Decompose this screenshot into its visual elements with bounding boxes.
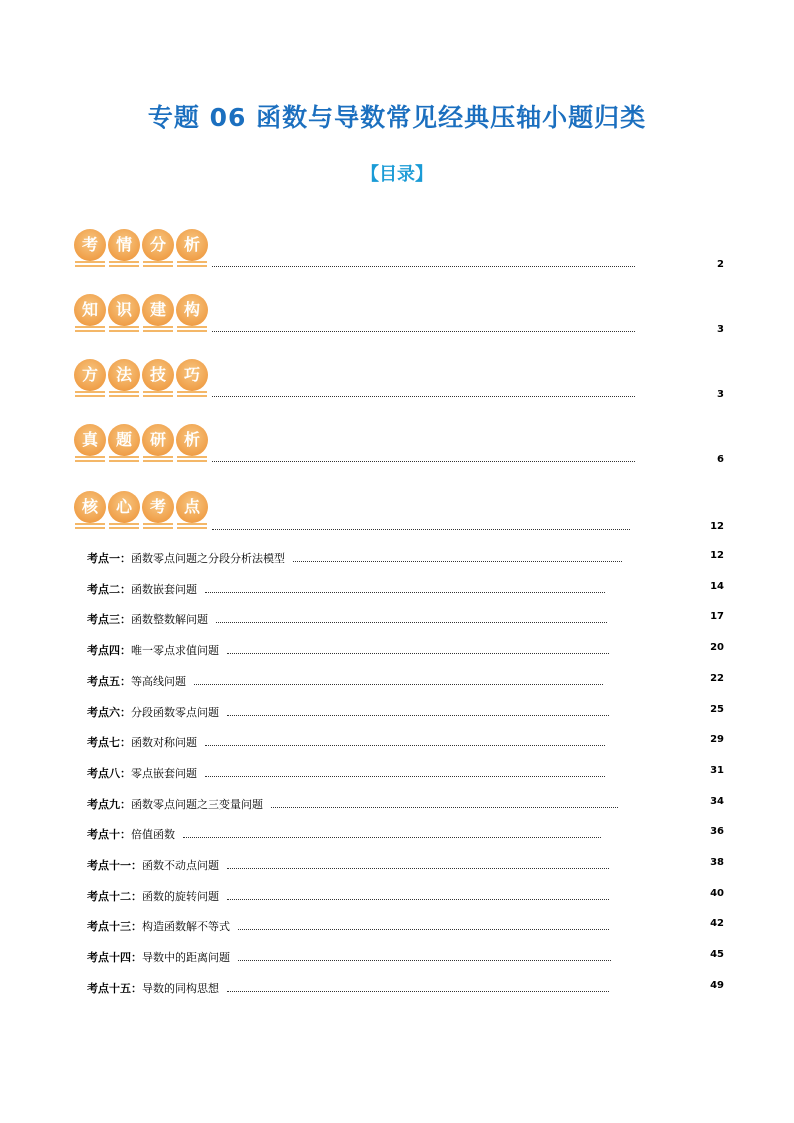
toc-item-title: 函数的旋转问题 bbox=[142, 890, 219, 903]
toc-item-title: 零点嵌套问题 bbox=[131, 767, 197, 780]
section-title-char: 识 bbox=[108, 294, 140, 326]
badge-underline-decoration bbox=[143, 261, 173, 267]
dot-leader bbox=[212, 331, 635, 332]
toc-item-label: 考点五： bbox=[87, 675, 131, 688]
page-number: 14 bbox=[710, 581, 724, 592]
section-title-char: 法 bbox=[108, 359, 140, 391]
toc-item-label: 考点二： bbox=[87, 583, 131, 596]
toc-item-label: 考点十二： bbox=[87, 890, 142, 903]
toc-item-title: 分段函数零点问题 bbox=[131, 706, 219, 719]
dot-leader bbox=[227, 991, 609, 992]
badge-underline-decoration bbox=[177, 391, 207, 397]
badge-underline-decoration bbox=[109, 456, 139, 462]
page-number: 22 bbox=[710, 673, 724, 684]
toc-item-label: 考点八： bbox=[87, 767, 131, 780]
dot-leader bbox=[212, 529, 630, 530]
section-title-char: 巧 bbox=[176, 359, 208, 391]
toc-item-title: 函数对称问题 bbox=[131, 736, 197, 749]
page-number: 40 bbox=[710, 888, 724, 899]
toc-item-label: 考点四： bbox=[87, 644, 131, 657]
toc-item-entry[interactable] bbox=[87, 918, 724, 934]
toc-section-entry[interactable] bbox=[74, 487, 724, 531]
badge-underline-decoration bbox=[177, 523, 207, 529]
toc-item-title: 倍值函数 bbox=[131, 828, 175, 841]
badge-underline-decoration bbox=[143, 391, 173, 397]
toc-item-label: 考点七： bbox=[87, 736, 131, 749]
page-number: 38 bbox=[710, 857, 724, 868]
toc-item-entry[interactable] bbox=[87, 888, 724, 904]
toc-item-label: 考点十： bbox=[87, 828, 131, 841]
page-number: 20 bbox=[710, 642, 724, 653]
toc-item-entry[interactable] bbox=[87, 581, 724, 597]
toc-item-label: 考点六： bbox=[87, 706, 131, 719]
section-title-char: 心 bbox=[108, 491, 140, 523]
section-title-char: 核 bbox=[74, 491, 106, 523]
toc-item-label: 考点九： bbox=[87, 798, 131, 811]
section-title-char: 分 bbox=[142, 229, 174, 261]
toc-item-title: 等高线问题 bbox=[131, 675, 186, 688]
badge-underline-decoration bbox=[177, 261, 207, 267]
toc-item-label: 考点十三： bbox=[87, 920, 142, 933]
toc-item-entry[interactable] bbox=[87, 550, 724, 566]
toc-item-entry[interactable] bbox=[87, 704, 724, 720]
dot-leader bbox=[227, 653, 609, 654]
toc-item-label: 考点十四： bbox=[87, 951, 142, 964]
toc-item-entry[interactable] bbox=[87, 980, 724, 996]
dot-leader bbox=[293, 561, 622, 562]
toc-item-title: 构造函数解不等式 bbox=[142, 920, 230, 933]
badge-underline-decoration bbox=[143, 523, 173, 529]
badge-underline-decoration bbox=[75, 391, 105, 397]
toc-item-title: 函数零点问题之三变量问题 bbox=[131, 798, 263, 811]
badge-underline-decoration bbox=[109, 523, 139, 529]
badge-underline-decoration bbox=[143, 456, 173, 462]
dot-leader bbox=[238, 960, 611, 961]
toc-item-label: 考点一： bbox=[87, 552, 131, 565]
page-number: 31 bbox=[710, 765, 724, 776]
toc-item-title: 函数不动点问题 bbox=[142, 859, 219, 872]
document-title: 专题 06 函数与导数常见经典压轴小题归类 bbox=[147, 103, 647, 132]
toc-item-entry[interactable] bbox=[87, 673, 724, 689]
dot-leader bbox=[227, 899, 609, 900]
dot-leader bbox=[205, 745, 605, 746]
dot-leader bbox=[216, 622, 607, 623]
section-title-char: 析 bbox=[176, 424, 208, 456]
toc-item-entry[interactable] bbox=[87, 949, 724, 965]
section-title-char: 情 bbox=[108, 229, 140, 261]
page-number: 12 bbox=[710, 550, 724, 561]
toc-section-entry[interactable] bbox=[74, 290, 724, 334]
toc-item-title: 导数的同构思想 bbox=[142, 982, 219, 995]
section-title-char: 研 bbox=[142, 424, 174, 456]
section-title-char: 析 bbox=[176, 229, 208, 261]
badge-underline-decoration bbox=[75, 456, 105, 462]
page-number: 25 bbox=[710, 704, 724, 715]
page-number: 12 bbox=[710, 521, 724, 532]
section-title-char: 构 bbox=[176, 294, 208, 326]
dot-leader bbox=[212, 266, 635, 267]
section-title-char: 建 bbox=[142, 294, 174, 326]
toc-item-entry[interactable] bbox=[87, 796, 724, 812]
toc-item-title: 函数嵌套问题 bbox=[131, 583, 197, 596]
toc-item-label: 考点十五： bbox=[87, 982, 142, 995]
dot-leader bbox=[194, 684, 603, 685]
toc-section-entry[interactable] bbox=[74, 420, 724, 464]
badge-underline-decoration bbox=[75, 326, 105, 332]
section-title-char: 真 bbox=[74, 424, 106, 456]
section-title-char: 考 bbox=[142, 491, 174, 523]
page-number: 3 bbox=[717, 324, 724, 335]
page-number: 42 bbox=[710, 918, 724, 929]
dot-leader bbox=[205, 592, 605, 593]
badge-underline-decoration bbox=[109, 261, 139, 267]
section-title-char: 题 bbox=[108, 424, 140, 456]
badge-underline-decoration bbox=[177, 326, 207, 332]
dot-leader bbox=[183, 837, 601, 838]
dot-leader bbox=[212, 396, 635, 397]
page-number: 3 bbox=[717, 389, 724, 400]
badge-underline-decoration bbox=[177, 456, 207, 462]
toc-heading: 【目录】 bbox=[361, 164, 433, 185]
toc-item-entry[interactable] bbox=[87, 765, 724, 781]
badge-underline-decoration bbox=[109, 391, 139, 397]
section-title-char: 方 bbox=[74, 359, 106, 391]
dot-leader bbox=[227, 868, 609, 869]
section-title-char: 点 bbox=[176, 491, 208, 523]
dot-leader bbox=[205, 776, 605, 777]
toc-item-entry[interactable] bbox=[87, 611, 724, 627]
page-number: 17 bbox=[710, 611, 724, 622]
dot-leader bbox=[227, 715, 609, 716]
section-title-char: 考 bbox=[74, 229, 106, 261]
dot-leader bbox=[212, 461, 635, 462]
toc-item-label: 考点十一： bbox=[87, 859, 142, 872]
page-number: 36 bbox=[710, 826, 724, 837]
page-number: 2 bbox=[717, 259, 724, 270]
toc-item-title: 函数零点问题之分段分析法模型 bbox=[131, 552, 285, 565]
page-number: 29 bbox=[710, 734, 724, 745]
page-number: 6 bbox=[717, 454, 724, 465]
section-title-char: 知 bbox=[74, 294, 106, 326]
toc-item-title: 唯一零点求值问题 bbox=[131, 644, 219, 657]
toc-item-entry[interactable] bbox=[87, 642, 724, 658]
page-number: 34 bbox=[710, 796, 724, 807]
badge-underline-decoration bbox=[75, 523, 105, 529]
toc-item-title: 导数中的距离问题 bbox=[142, 951, 230, 964]
page-number: 49 bbox=[710, 980, 724, 991]
toc-item-label: 考点三： bbox=[87, 613, 131, 626]
toc-item-entry[interactable] bbox=[87, 734, 724, 750]
section-title-char: 技 bbox=[142, 359, 174, 391]
toc-section-entry[interactable] bbox=[74, 355, 724, 399]
page-number: 45 bbox=[710, 949, 724, 960]
toc-section-entry[interactable] bbox=[74, 225, 724, 269]
toc-item-title: 函数整数解问题 bbox=[131, 613, 208, 626]
dot-leader bbox=[271, 807, 618, 808]
badge-underline-decoration bbox=[109, 326, 139, 332]
badge-underline-decoration bbox=[75, 261, 105, 267]
badge-underline-decoration bbox=[143, 326, 173, 332]
toc-item-entry[interactable] bbox=[87, 826, 724, 842]
toc-item-entry[interactable] bbox=[87, 857, 724, 873]
dot-leader bbox=[238, 929, 609, 930]
